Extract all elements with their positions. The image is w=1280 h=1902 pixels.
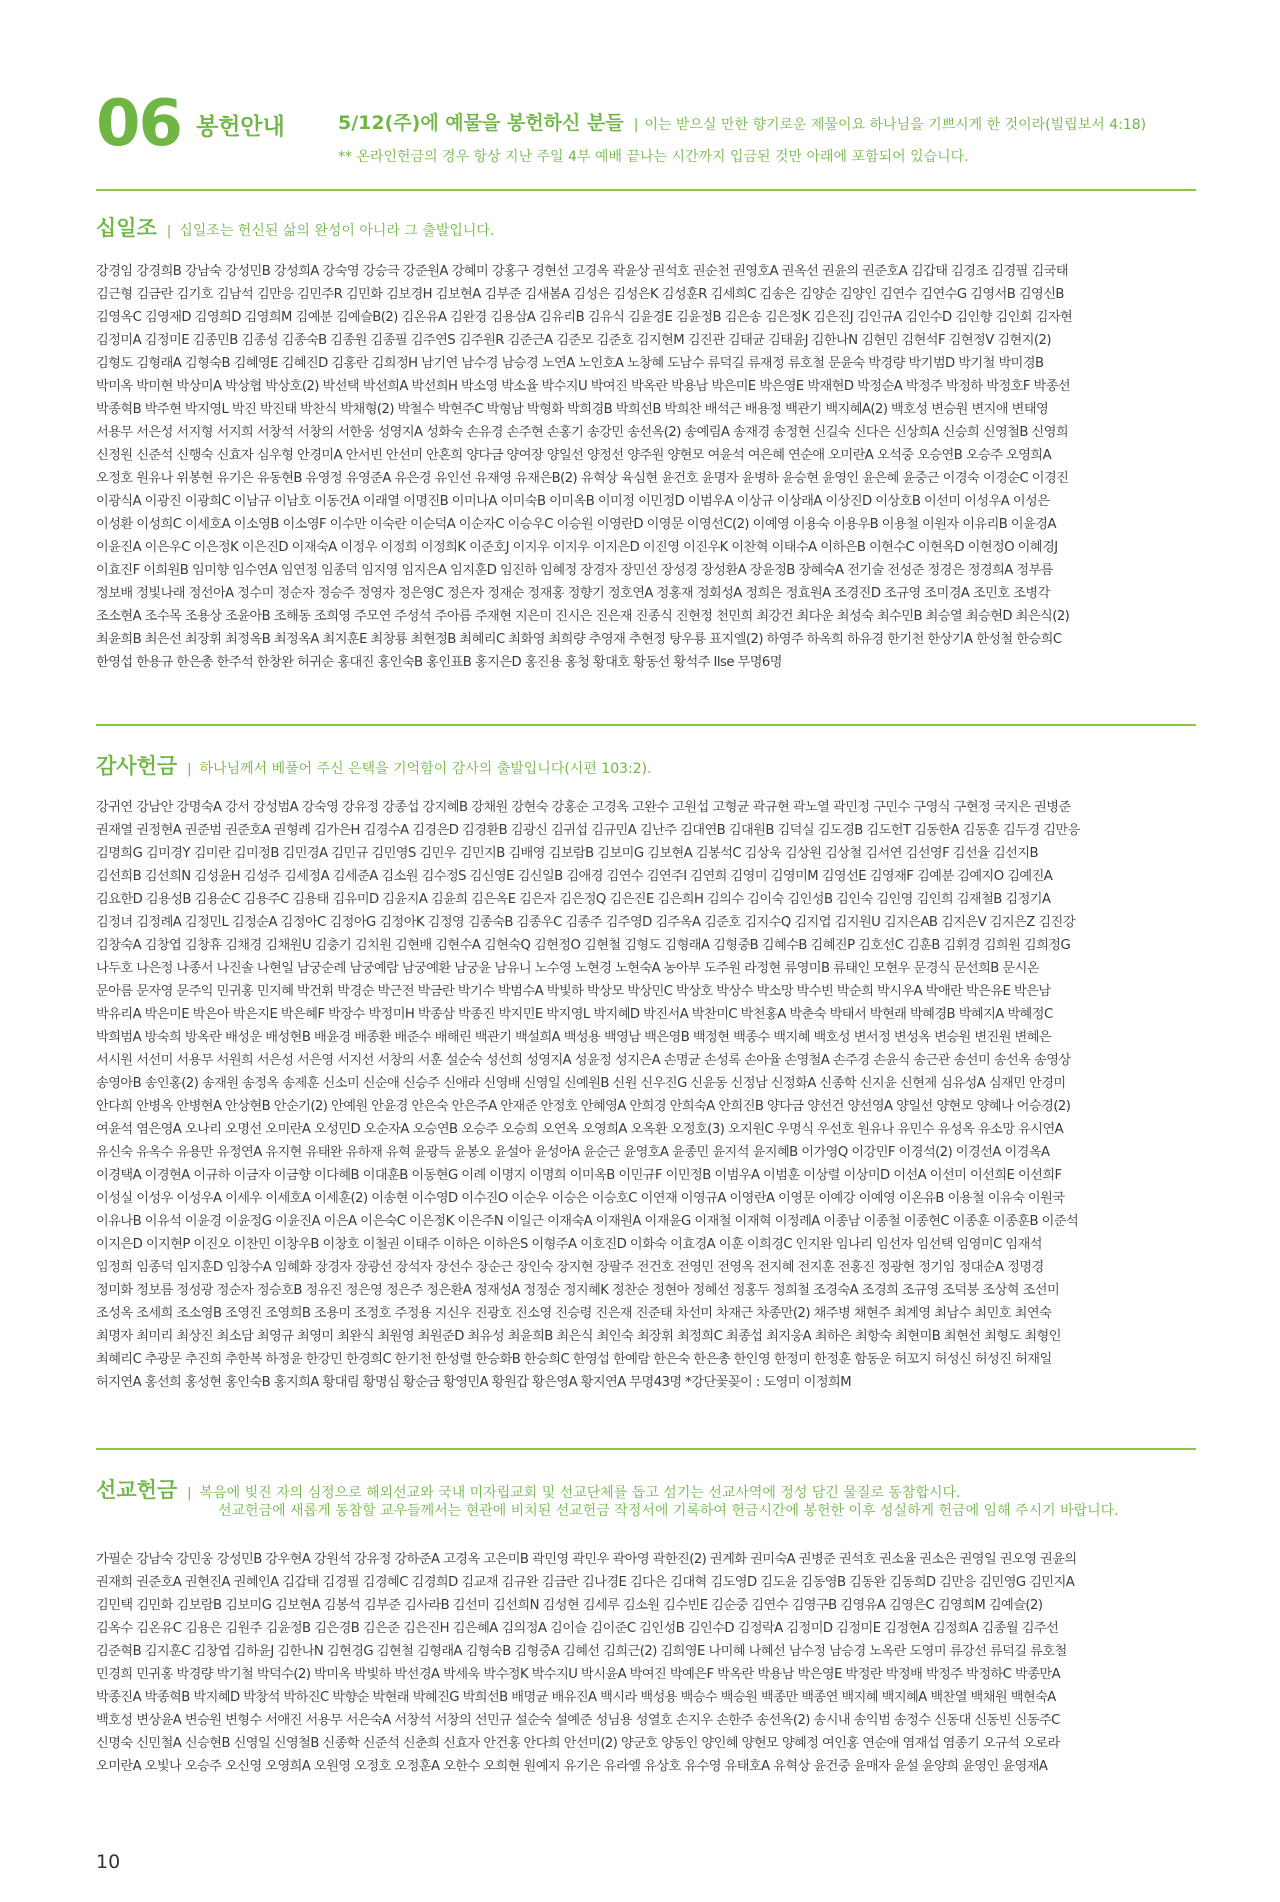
name-line: 김옥수 김온유C 김용은 김원주 김윤정B 김은경B 김은준 김은진H 김은혜A 김의정A 김이슬 김이준C 김인성B 김인수D 김정락A 김정미D 김정미E 김정현A 김정희A 김종월 김주선 — [96, 1621, 1059, 1636]
name-line: 김준혁B 김지훈C 김창엽 김하윤J 김한나N 김현경G 김현철 김형래A 김형숙B 김형중A 김혜선 김희근(2) 김희영E 나미혜 나혜선 남수정 남승경 노옥란 도영미 류강선 류덕길 류호철 — [96, 1644, 1067, 1659]
name-line: 김요한D 김용성B 김용순C 김용주C 김용태 김유미D 김윤지A 김윤희 김은옥E 김은자 김은정Q 김은진E 김은희H 김의수 김이숙 김인성B 김인숙 김인영 김인희 김재철B 김정기A — [96, 892, 1051, 907]
name-line: 안다희 안병옥 안병현A 안상현B 안순기(2) 안예원 안윤경 안은숙 안은주A 안재준 안정호 안혜영A 안희경 안희숙A 안희진B 양다금 양선건 양선영A 양일선 양현모 양혜나 어승경(2) — [96, 1099, 1071, 1114]
name-line: 강귀연 강남안 강명숙A 강서 강성범A 강숙영 강유정 강종섭 강지혜B 강채원 강현숙 강홍순 고경옥 고완수 고원섭 고형균 곽규현 곽노열 곽민정 구민수 구영식 구현정 국지은 권병준 — [96, 800, 1071, 815]
name-line: 정미화 정보름 정성광 정순자 정승호B 정유진 정은영 정은주 정은환A 정재성A 정정순 정지혜K 정찬순 정현아 정혜선 정홍두 정희철 조경숙A 조경희 조규영 조덕붕 조상혁 조선미 — [96, 1283, 1060, 1298]
name-line: 이성실 이성우 이성우A 이세우 이세호A 이세훈(2) 이송현 이수영D 이수진O 이순우 이승은 이승호C 이연재 이영규A 이영란A 이영문 이예강 이예영 이온유B 이용철 이유숙 이원국 — [96, 1191, 1065, 1206]
heading-separator: | — [187, 762, 192, 777]
online-offering-note: ** 온라인헌금의 경우 항상 지난 주일 4부 예배 끝나는 시간까지 입금된 것만 아래에 포함되어 있습니다. — [338, 149, 969, 165]
name-line: 여윤석 염은영A 오나리 오명선 오미란A 오성민D 오순자A 오승연B 오승주 오승희 오연옥 오영희A 오옥환 오정호(3) 오지원C 우명식 우선호 원유나 유민수 유성옥 유소망 유시연A — [96, 1122, 1064, 1137]
page-header — [96, 86, 1196, 186]
name-line: 신정원 신준석 신행숙 신효자 심우형 안경미A 안서빈 안선미 안혼희 양다금 양여장 양일선 양정선 양주원 양현모 여윤석 여은혜 연순애 오미란A 오석중 오승연B 오승주 오영희A — [96, 448, 1052, 463]
name-line: 김영옥C 김영재D 김영희D 김영희M 김예분 김예슬B(2) 김온유A 김완경 김용삼A 김유리B 김유식 김윤경E 김윤정B 김은송 김은정K 김은진J 김인규A 김인수D 김인향 김인회 김자현 — [96, 310, 1073, 325]
name-line: 이윤진A 이은우C 이은정K 이은진D 이재숙A 이정우 이정희 이정희K 이준호J 이지우 이지우 이지은D 이진영 이진우K 이찬혁 이태수A 이하은B 이현수C 이현옥D 이현정O 이혜경J — [96, 540, 1058, 555]
name-line: 송영아B 송인홍(2) 송재원 송정옥 송제훈 신소미 신순애 신승주 신애라 신영배 신영일 신예원B 신원 신우진G 신윤동 신정남 신정화A 신종학 신지윤 신현제 심유성A 심재민 안경미 — [96, 1076, 1066, 1091]
name-line: 박유리A 박은미E 박은아 박은지E 박은혜F 박장수 박정미H 박종삼 박종진 박지민E 박지영L 박지혜D 박진서A 박찬미C 박천홍A 박춘숙 박태서 박현래 박혜경B 박혜지A 박혜정C — [96, 1007, 1053, 1022]
name-line: 유신숙 유옥수 유용만 유정연A 유지현 유태완 유하재 유혁 윤광득 윤봉오 윤설아 윤성아A 윤순근 윤영호A 윤종민 윤지석 윤지혜B 이가영Q 이강민F 이경석(2) 이경선A 이경옥A — [96, 1145, 1050, 1160]
name-line: 이효진F 이희원B 임미향 임수연A 임연정 임종덕 임지영 임지은A 임지훈D 임진하 임혜정 장경자 장민선 장성경 장성환A 장윤정B 장혜숙A 전기술 전성준 정경은 정경희A 정부름 — [96, 563, 1053, 578]
thanks-offering-description: 하나님께서 베풀어 주신 은택을 기억함이 감사의 출발입니다(시편 103:2). — [199, 761, 652, 777]
name-line: 박종혁B 박주현 박지영L 박진 박진태 박찬식 박채형(2) 박철수 박현주C 박형남 박형화 박희경B 박희선B 박희찬 배석근 배용정 백관기 백지혜A(2) 백호성 변승원 변지애 변태영 — [96, 402, 1049, 417]
name-line: 박종진A 박종혁B 박지혜D 박창석 박하진C 박향순 박현래 박혜진G 박희선B 배명균 배유진A 백시라 백성용 백승수 백승원 백종만 백종연 백지혜 백지혜A 백찬열 백채원 백현숙A — [96, 1690, 1056, 1705]
name-line: 이성환 이성희C 이세호A 이소영B 이소영F 이수만 이숙란 이순덕A 이순자C 이승우C 이승원 이영란D 이영문 이영선C(2) 이예영 이용숙 이용우B 이용철 이원자 이유리B 이윤경A — [96, 517, 1056, 532]
offering-date-heading — [338, 108, 1146, 135]
name-line: 권재열 권정현A 권준범 권준호A 권형례 김가은H 김경수A 김경은D 김경환B 김광신 김귀섭 김규민A 김난주 김대연B 김대원B 김덕실 김도경B 김도헌T 김동한A 김동훈 김두경 김만응 — [96, 823, 1080, 838]
name-line: 최윤희B 최은선 최장휘 최정옥B 최정옥A 최지훈E 최창룡 최현정B 최혜리C 최화영 최희량 추영재 추현정 탕우룡 표지엘(2) 하영주 하옥희 하유경 한기천 한상기A 한성철 한승희C — [96, 632, 1062, 647]
name-line: 권재희 권준호A 권현진A 권혜인A 김갑태 김경필 김경혜C 김경희D 김교재 김규완 김금란 김나경E 김다은 김대혁 김도영D 김도윤 김동영B 김동완 김동희D 김만응 김민영G 김민지A — [96, 1575, 1075, 1590]
name-line: 김민택 김민화 김보람B 김보미G 김보현A 김봉석 김부준 김사라B 김선미 김선희N 김성현 김세루 김소원 김수빈E 김순중 김연수 김영구B 김영유A 김영은C 김영희M 김예슬(2) — [96, 1598, 1043, 1613]
mission-offering-description-2: 선교헌금에 새롭게 동참할 교우들께서는 현관에 비치된 선교헌금 작정서에 기록하여 헌금시간에 봉헌한 이후 성실하게 헌금에 임해 주시기 바랍니다. — [218, 1503, 1119, 1519]
name-line: 한영섭 한용규 한은총 한주석 한창완 허귀순 홍대진 홍인숙B 홍인표B 홍지은D 홍진용 홍청 황대호 황동선 황석주 Ilse 무명6명 — [96, 655, 782, 670]
tithe-heading — [96, 212, 494, 242]
thanks-offering-name-list — [96, 796, 1196, 1394]
name-line: 문아름 문자영 문주익 민귀홍 민지혜 박건휘 박경순 박근전 박금란 박기수 박범수A 박빛하 박상모 박상민C 박상호 박상수 박소망 박수빈 박순희 박시우A 박애란 박은유E 박은남 — [96, 984, 1051, 999]
name-line: 강경임 강경희B 강남숙 강성민B 강성희A 강숙영 강승극 강준원A 강혜미 강홍구 경현선 고경옥 곽윤상 권석호 권순천 권영호A 권옥선 권윤의 권준호A 김갑태 김경조 김경필 김국태 — [96, 264, 1069, 279]
heading-separator: | — [187, 1486, 192, 1501]
name-line: 김명희G 김미경Y 김미란 김미정B 김민경A 김민규 김민영S 김민우 김민지B 김배영 김보람B 김보미G 김보현A 김봉석C 김상욱 김상원 김상철 김서연 김선영F 김선율 김선지B — [96, 846, 1039, 861]
offering-date-title: 5/12(주)에 예물을 봉헌하신 분들 — [338, 112, 624, 134]
name-line: 김정녀 김정례A 김정민L 김정순A 김정아C 김정아G 김정아K 김정영 김종숙B 김종우C 김종주 김주영D 김주옥A 김준호 김지수Q 김지엽 김지원U 김지은AB 김지은V 김지은Z 김진강 — [96, 915, 1076, 930]
page-number: 10 — [96, 1851, 121, 1873]
divider — [96, 1448, 1196, 1450]
name-line: 민경희 민귀홍 박경량 박기철 박덕수(2) 박미옥 박빛하 박선경A 박세욱 박수정K 박수지U 박시윤A 박여진 박예은F 박옥란 박용남 박은영E 박정란 박정배 박정주 박정하C 박종만A — [96, 1667, 1061, 1682]
section-number: 06 — [96, 87, 182, 161]
tithe-name-list — [96, 260, 1196, 674]
mission-offering-title: 선교헌금 — [96, 1478, 178, 1502]
name-line: 박희범A 방숙희 방옥란 배성운 배성현B 배윤경 배종환 배준수 배해린 백관기 백설희A 백성용 백영남 백은영B 백정현 백종수 백지혜 백호성 변서정 변성옥 변승원 변진원 변혜은 — [96, 1030, 1052, 1045]
thanks-offering-heading — [96, 750, 652, 780]
name-line: 이경택A 이경현A 이규하 이금자 이금향 이다혜B 이대훈B 이동현G 이례 이명지 이명희 이미옥B 이민규F 이민정B 이범우A 이범훈 이상렬 이상미D 이선A 이선미 이선희E 이선희F — [96, 1168, 1062, 1183]
name-line: 박미옥 박미현 박상미A 박상협 박상호(2) 박선택 박선희A 박선희H 박소영 박소율 박수지U 박여진 박옥란 박용남 박은미E 박은영E 박재현D 박정순A 박정주 박정하 박정호F 박종선 — [96, 379, 1071, 394]
name-line: 신명숙 신민철A 신승현B 신영일 신영철B 신종학 신준석 신춘희 신효자 안건홍 안다희 안선미(2) 양군호 양동인 양인혜 양현모 양혜정 여인홍 연순애 염재섭 염종기 오규석 오로라 — [96, 1736, 1060, 1751]
name-line: 조소현A 조수목 조용상 조윤아B 조해동 조희영 주모연 주성석 주아름 주재현 지은미 진시은 진은재 진종식 진현정 천민희 최강건 최다운 최성숙 최수민B 최승열 최승현D 최은식(2) — [96, 609, 1070, 624]
name-line: 김정미A 김정미E 김종민B 김종성 김종숙B 김종원 김종필 김주연S 김주원R 김준근A 김준모 김준호 김지현M 김진관 김태균 김태윤J 김한나N 김현민 김현석F 김현정V 김현지(2) — [96, 333, 1051, 348]
name-line: 이광식A 이광진 이광희C 이남규 이남호 이동건A 이래열 이명진B 이미나A 이미숙B 이미옥B 이미정 이민정D 이범우A 이상규 이상래A 이상진D 이상호B 이선미 이성우A 이성은 — [96, 494, 1050, 509]
divider — [96, 724, 1196, 726]
name-line: 김형도 김형래A 김형숙B 김혜영E 김혜진D 김홍란 김희정H 남기연 남수경 남승경 노연A 노인호A 노창혜 도남수 류덕길 류재정 류호철 문윤숙 박경량 박기범D 박기철 박미경B — [96, 356, 1044, 371]
name-line: 김창숙A 김창엽 김창휴 김채경 김채원U 김충기 김치원 김현배 김현수A 김현숙Q 김현정O 김현철 김형도 김형래A 김형중B 김혜수B 김혜진P 김호선C 김훈B 김휘경 김희원 김희정G — [96, 938, 1071, 953]
name-line: 이지은D 이지현P 이진오 이찬민 이창우B 이창호 이철권 이태주 이하은 이하은S 이형주A 이호진D 이화숙 이효경A 이훈 이희경C 인지완 임나리 임선자 임선택 임영미C 임재석 — [96, 1237, 1042, 1252]
mission-offering-description: 복음에 빚진 자의 심정으로 해외선교와 국내 미자립교회 및 선교단체를 돕고 섬기는 선교사역에 정성 담긴 물질로 동참합시다. — [199, 1485, 961, 1501]
tithe-title: 십일조 — [96, 216, 157, 240]
section-title: 봉헌안내 — [196, 114, 285, 140]
name-line: 최혜리C 추광문 추진희 추한복 하정윤 한강민 한경희C 한기천 한성렬 한승화B 한승희C 한영섭 한예람 한은숙 한은총 한인영 한정미 한정훈 함동운 허꼬지 허성신 허성진 허재일 — [96, 1352, 1052, 1367]
name-line: 백호성 변상윤A 변승원 변형수 서애진 서용무 서은숙A 서창석 서창의 선민규 설순숙 설예준 성님용 성열호 손지우 손한주 송선옥(2) 송시내 송익범 송정수 신동대 신동빈 신동주C — [96, 1713, 1060, 1728]
bible-verse: 이는 받으실 만한 향기로운 제물이요 하나님을 기쁘시게 한 것이라(빌립보서 4:18) — [644, 117, 1147, 133]
title-separator: | — [633, 117, 639, 133]
name-line: 최명자 최미리 최상진 최소담 최영규 최영미 최완식 최원영 최원준D 최유성 최윤희B 최은식 최인숙 최장휘 최정희C 최종섭 최지웅A 최하은 최항숙 최현미B 최현선 최형도 최형인 — [96, 1329, 1061, 1344]
name-line: 오정호 원유나 위봉현 유기은 유동현B 유영정 유영준A 유은경 유인선 유재영 유재은B(2) 유혁상 육심현 윤건호 윤명자 윤병하 윤승현 윤영인 윤은혜 윤중근 이경숙 이경순C 이경진 — [96, 471, 1069, 486]
heading-separator: | — [166, 224, 172, 239]
mission-offering-name-list — [96, 1548, 1196, 1778]
thanks-offering-title: 감사헌금 — [96, 754, 178, 778]
name-line: 김근형 김금란 김기호 김남석 김만응 김민주R 김민화 김보경H 김보현A 김부준 김새봄A 김성은 김성은K 김성훈R 김세희C 김송은 김양순 김양인 김연수 김연수G 김영서B 김영신B — [96, 287, 1064, 302]
name-line: 오미란A 오빛나 오승주 오신영 오영희A 오원영 오정호 오정훈A 오한수 오희현 원예지 유기은 유라엘 유상호 유수영 유태호A 유혁상 윤건중 윤매자 윤설 윤양희 윤영인 윤영재A — [96, 1759, 1048, 1774]
name-line: 김선희B 김선희N 김성윤H 김성주 김세정A 김세준A 김소원 김수정S 김신영E 김신일B 김애경 김연수 김연주I 김연희 김영미 김영미M 김영선E 김영재F 김예분 김예지O 김예진A — [96, 869, 1053, 884]
divider — [96, 189, 1196, 191]
name-line: 정보배 정빛나래 정선아A 정수미 정순자 정승주 정영자 정은영C 정은자 정재순 정재홍 정향기 정호연A 정홍재 정회성A 정희은 정효원A 조경진D 조규영 조미경A 조민호 조병각 — [96, 586, 1050, 601]
name-line: 허지연A 홍선희 홍성현 홍인숙B 홍지희A 황대림 황명심 황순금 황영민A 황원갑 황은영A 황지연A 무명43명 *강단꽃꽂이 : 도영미 이정희M — [96, 1375, 852, 1390]
tithe-description: 십일조는 헌신된 삶의 완성이 아니라 그 출발입니다. — [179, 223, 495, 239]
name-line: 나두호 나은정 나종서 나진솔 나현일 남궁순례 남궁예람 남궁예환 남궁윤 남유니 노수영 노현경 노현숙A 농아부 도주원 라정현 류영미B 류태인 모현우 문경식 문선희B 문시온 — [96, 961, 1039, 976]
name-line: 이유나B 이유석 이윤경 이윤정G 이윤진A 이은A 이은숙C 이은정K 이은주N 이일근 이재숙A 이재원A 이재윤G 이재철 이재혁 이정례A 이종남 이종철 이종현C 이종훈 이종훈B 이준석 — [96, 1214, 1079, 1229]
name-line: 가필순 강남숙 강민웅 강성민B 강우현A 강원석 강유정 강하준A 고경옥 고은미B 곽민영 곽민우 곽아영 곽한진(2) 권계화 권미숙A 권병준 권석호 권소율 권소은 권영일 권오영 권윤의 — [96, 1552, 1077, 1567]
name-line: 임정희 임종덕 임지훈D 임창수A 임혜화 장경자 장광선 장석자 장선수 장순근 장인숙 장지현 장팔주 전건호 전영민 전영옥 전지혜 전지훈 전홍진 정광현 정기임 정대순A 정명경 — [96, 1260, 1044, 1275]
name-line: 서용무 서은성 서지형 서지희 서창석 서창의 서한웅 성영지A 성화숙 손유경 손주현 손홍기 송강민 송선옥(2) 송예림A 송재경 송정현 신길숙 신다은 신상희A 신승희 신영철B 신영희 — [96, 425, 1069, 440]
name-line: 서시원 서선미 서용무 서원희 서은성 서은영 서지선 서창의 서훈 설순숙 성선희 성영지A 성윤정 성지은A 손명균 손성록 손아율 손영철A 손주경 손윤식 송근관 송선미 송선옥 송영상 — [96, 1053, 1071, 1068]
name-line: 조성옥 조세희 조소영B 조영진 조영희B 조용미 조정호 주정용 지신우 진광호 진소영 진승령 진은재 진준태 차선미 차재근 차종만(2) 채주병 채현주 최계영 최남수 최민호 최연숙 — [96, 1306, 1052, 1321]
